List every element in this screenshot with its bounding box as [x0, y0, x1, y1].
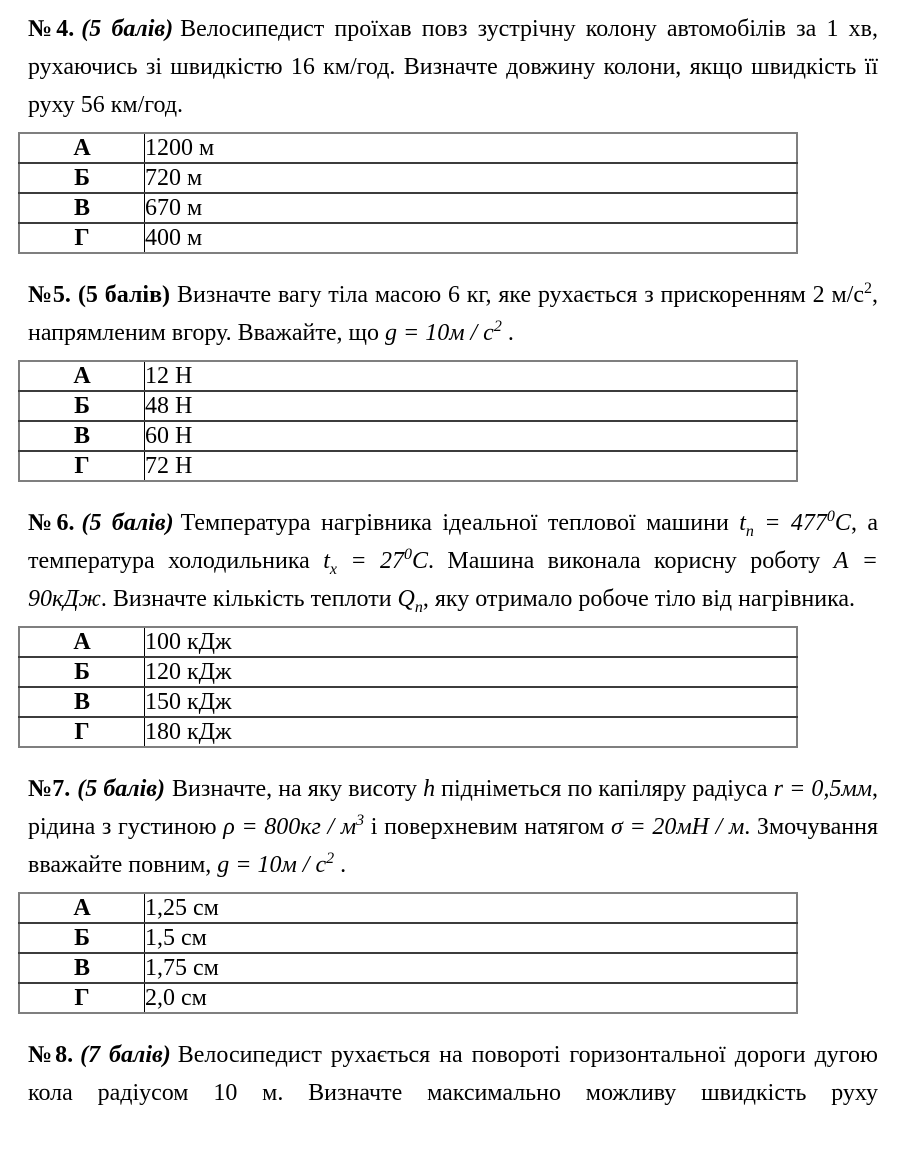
table-row	[19, 451, 797, 481]
option-value-cell: 120 кДж	[145, 657, 798, 687]
question-text-segment: , рідина з густиною	[28, 776, 879, 840]
question-number: №5.	[28, 282, 71, 308]
math-expression: g = 10м / с	[217, 852, 327, 878]
option-value-cell: 12 Н	[145, 361, 798, 391]
table-row	[19, 627, 797, 657]
answer-table-q7	[18, 892, 798, 1014]
table-row	[19, 133, 797, 163]
math-expression: t	[323, 548, 330, 574]
math-expression: g = 10м / с	[385, 320, 494, 346]
math-subscript: x	[329, 561, 337, 578]
option-value-cell: 150 кДж	[145, 687, 798, 717]
option-letter-cell: Г	[19, 223, 145, 253]
question-text-segment: Температура нагрівника ідеальної теплової машини	[180, 510, 740, 536]
table-row	[19, 923, 797, 953]
math-expression: С	[834, 510, 851, 536]
option-letter-cell: Г	[19, 983, 145, 1013]
question-number: №8.	[28, 1042, 74, 1068]
question-points: (7 балів)	[80, 1042, 171, 1068]
option-value-cell: 1,5 см	[145, 923, 798, 953]
question-text-segment: Велосипедист рухається на повороті горизонтальної дороги дугою кола радіусом 10 м. Визначте максимально можливу швидкість руху	[28, 1042, 878, 1106]
question-text-segment: , напрямленим вгору. Вважайте, що	[28, 282, 878, 346]
math-expression: t	[739, 510, 746, 536]
question-text-segment: , а температура холодильника	[28, 510, 879, 574]
option-value-cell: 60 Н	[145, 421, 798, 451]
option-value-cell: 1,75 см	[145, 953, 798, 983]
question-text-segment: Велосипедист проїхав повз зустрічну колону автомобілів за 1 хв, рухаючись зі швидкістю 16 км/год. Визначте довжину колони, якщо швидкість її руху 56 км/год.	[28, 16, 878, 118]
question-text-segment: , яку отримало робоче тіло від нагрівника.	[422, 586, 856, 612]
math-subscript: n	[414, 599, 423, 616]
question-text-segment: .	[334, 852, 347, 878]
table-row	[19, 361, 797, 391]
question-number: №4.	[28, 16, 75, 42]
math-expression: h	[423, 776, 436, 802]
question-number: №6.	[28, 510, 75, 536]
question-text-segment: Визначте, на яку висоту	[172, 776, 424, 802]
option-letter-cell: Г	[19, 451, 145, 481]
table-row	[19, 687, 797, 717]
option-value-cell: 1200 м	[145, 133, 798, 163]
answer-table-q5	[18, 360, 798, 482]
question-points: (5 балів)	[81, 16, 174, 42]
question-number: №7.	[28, 776, 71, 802]
option-letter-cell: А	[19, 893, 145, 923]
table-row	[19, 983, 797, 1013]
math-subscript: n	[745, 523, 754, 540]
math-superscript: 3	[356, 812, 365, 829]
math-expression: = 27	[336, 548, 404, 574]
question-text-segment: підніметься по капіляру радіуса	[435, 776, 774, 802]
option-letter-cell: В	[19, 953, 145, 983]
option-letter-cell: В	[19, 193, 145, 223]
question-text-segment: . Визначте кількість теплоти	[100, 586, 398, 612]
question-text-segment: . Машина виконала корисну роботу	[428, 548, 834, 574]
question-text-segment: і поверхневим натягом	[364, 814, 612, 840]
option-letter-cell: Б	[19, 163, 145, 193]
option-letter-cell: Б	[19, 391, 145, 421]
table-row	[19, 421, 797, 451]
option-letter-cell: В	[19, 421, 145, 451]
table-row	[19, 893, 797, 923]
option-value-cell: 72 Н	[145, 451, 798, 481]
math-expression: С	[412, 548, 429, 574]
question-8	[28, 1036, 878, 1112]
question-4	[28, 10, 878, 124]
table-row	[19, 953, 797, 983]
math-expression: σ = 20мН / м	[611, 814, 745, 840]
option-letter-cell: Б	[19, 657, 145, 687]
option-letter-cell: А	[19, 133, 145, 163]
option-letter-cell: В	[19, 687, 145, 717]
question-7	[28, 770, 878, 884]
question-points: (5 балів)	[77, 776, 166, 802]
table-row	[19, 163, 797, 193]
superscript: 2	[864, 280, 872, 297]
math-expression: Q	[397, 586, 415, 612]
math-expression: А = 90кДж	[28, 548, 878, 612]
option-value-cell: 180 кДж	[145, 717, 798, 747]
table-row	[19, 193, 797, 223]
question-points: (5 балів)	[77, 282, 171, 308]
question-6	[28, 504, 878, 618]
question-5	[28, 276, 878, 352]
answer-table-q6	[18, 626, 798, 748]
option-letter-cell: А	[19, 361, 145, 391]
question-text-segment: Визначте вагу тіла масою 6 кг, яке рухається з прискоренням 2 м/с	[177, 282, 864, 308]
option-value-cell: 2,0 см	[145, 983, 798, 1013]
option-letter-cell: Г	[19, 717, 145, 747]
table-row	[19, 657, 797, 687]
option-value-cell: 1,25 см	[145, 893, 798, 923]
math-superscript: 0	[826, 508, 835, 525]
answer-table-q4	[18, 132, 798, 254]
option-value-cell: 400 м	[145, 223, 798, 253]
math-expression: = 477	[753, 510, 827, 536]
math-expression: ρ = 800кг / м	[223, 814, 357, 840]
option-value-cell: 100 кДж	[145, 627, 798, 657]
math-superscript: 2	[493, 318, 502, 335]
question-text-segment: . Змочування вважайте повним,	[28, 814, 878, 878]
option-letter-cell: Б	[19, 923, 145, 953]
option-letter-cell: А	[19, 627, 145, 657]
option-value-cell: 720 м	[145, 163, 798, 193]
option-value-cell: 670 м	[145, 193, 798, 223]
question-text-segment: .	[501, 320, 514, 346]
option-value-cell: 48 Н	[145, 391, 798, 421]
question-points: (5 балів)	[81, 510, 174, 536]
table-row	[19, 717, 797, 747]
math-superscript: 0	[404, 546, 412, 563]
math-expression: r = 0,5мм	[773, 776, 873, 802]
table-row	[19, 391, 797, 421]
table-row	[19, 223, 797, 253]
math-superscript: 2	[326, 850, 335, 867]
